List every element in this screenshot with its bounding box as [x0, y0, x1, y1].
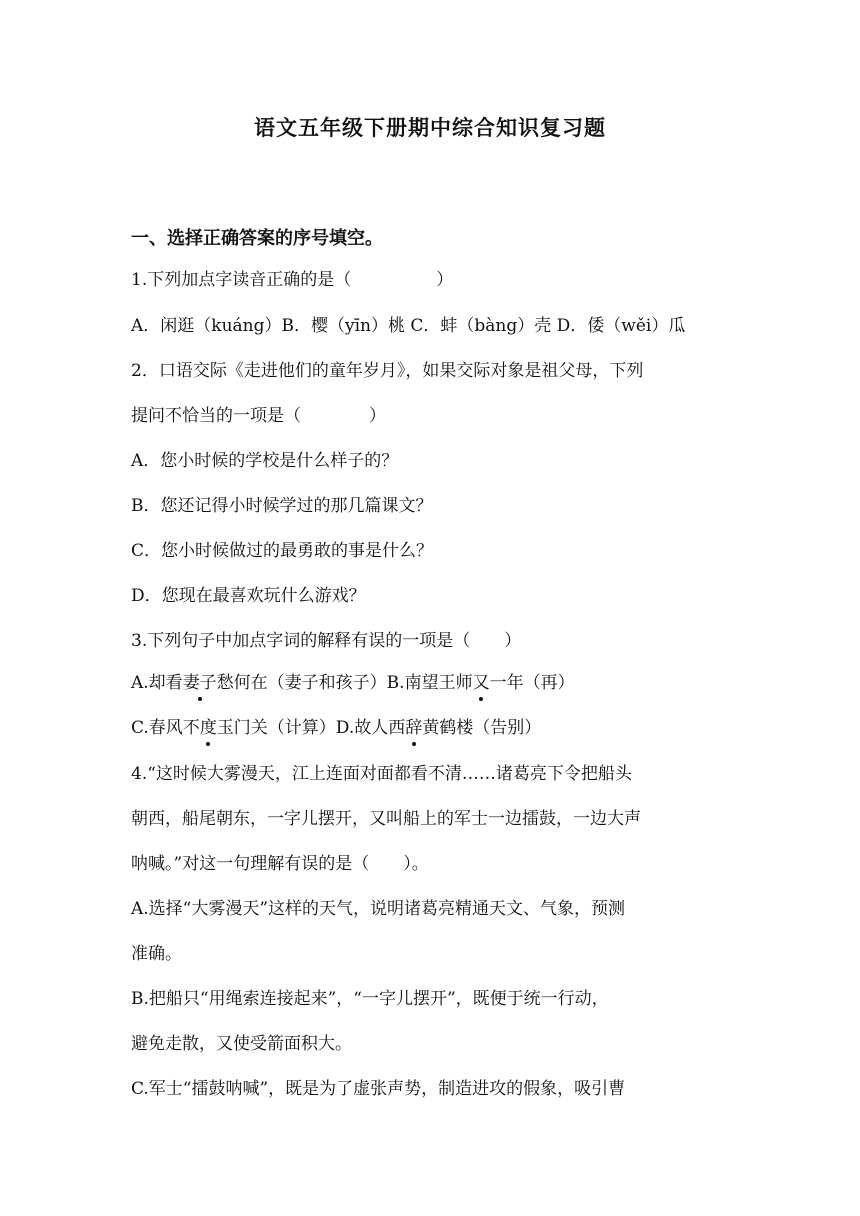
- question-2-option-d: D．您现在最喜欢玩什么游戏？: [131, 586, 366, 606]
- question-2-stem-line-1: 2．口语交际《走进他们的童年岁月》，如果交际对象是祖父母，下列: [131, 361, 644, 381]
- question-1-options: A．闲逛（kuáng）B．樱（yīn）桃 C．蚌（bàng）壳 D．倭（wěi）瓜: [131, 316, 686, 336]
- option-text: 玉门关（计算）D.故人西: [216, 718, 406, 738]
- question-4-stem-line-2: 朝西，船尾朝东，一字儿摆开，又叫船上的军士一边擂鼓，一边大声: [131, 809, 641, 829]
- option-text: C.春风不: [131, 718, 200, 738]
- question-3-options-line-1: [131, 671, 741, 695]
- option-text: 愁何在（妻子和孩子）B.南望王师: [216, 673, 473, 693]
- question-1-stem: 1.下列加点字读音正确的是（ ）: [131, 270, 454, 290]
- question-4-option-a-line-2: 准确。: [131, 944, 182, 964]
- question-2-option-b: B．您还记得小时候学过的那几篇课文？: [131, 496, 433, 516]
- question-4-option-b-line-1: B.把船只“用绳索连接起来”，“一字儿摆开”，既便于统一行动，: [131, 989, 609, 1009]
- option-text: 黄鹤楼（告别）: [422, 718, 542, 738]
- question-2-stem-line-2: 提问不恰当的一项是（ ）: [131, 406, 386, 426]
- question-4-stem-line-1: 4.“这时候大雾漫天，江上连面对面都看不清……诸葛亮下令把船头: [131, 764, 632, 784]
- question-2-option-c: C．您小时候做过的最勇敢的事是什么？: [131, 541, 434, 561]
- page-title: 语文五年级下册期中综合知识复习题: [254, 116, 606, 140]
- question-4-option-a-line-1: A.选择“大雾漫天”这样的天气，说明诸葛亮精通天文、气象，预测: [131, 899, 626, 919]
- option-text: 一年（再）: [489, 673, 575, 693]
- option-text: A.却看: [131, 673, 183, 693]
- dotted-word: 度: [199, 718, 217, 738]
- question-4-stem-line-3: 呐喊。”对这一句理解有误的是（ ）。: [131, 854, 429, 874]
- dotted-word: 妻子: [182, 673, 217, 693]
- question-2-option-a: A．您小时候的学校是什么样子的？: [131, 451, 399, 471]
- question-4-option-b-line-2: 避免走散，又使受箭面积大。: [131, 1034, 352, 1054]
- question-3-options-line-2: [131, 716, 741, 740]
- dotted-word: 辞: [405, 718, 423, 738]
- question-4-option-c-line-1: C.军士“擂鼓呐喊”，既是为了虚张声势，制造进攻的假象，吸引曹: [131, 1079, 626, 1099]
- dotted-word: 又: [472, 673, 490, 693]
- section-heading: 一、选择正确答案的序号填空。: [131, 228, 383, 249]
- question-3-stem: 3.下列句子中加点字词的解释有误的一项是（ ）: [131, 631, 522, 651]
